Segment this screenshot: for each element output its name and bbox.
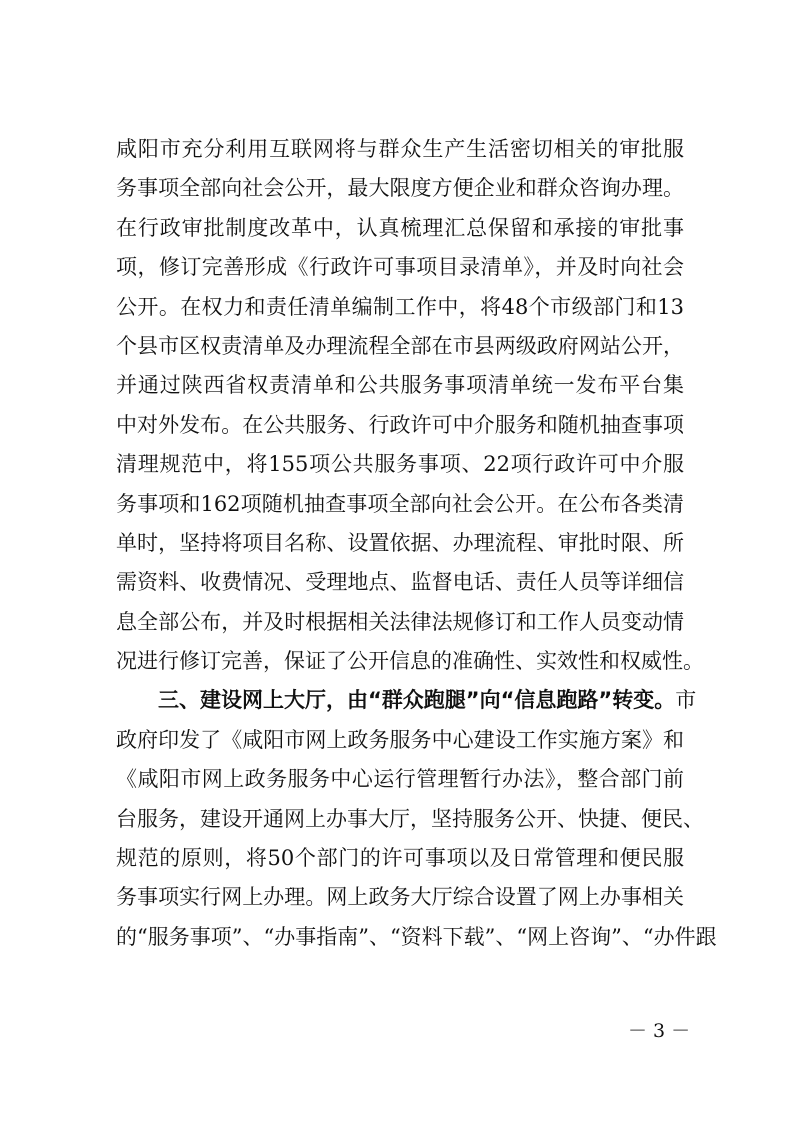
text-line: 息全部公布，并及时根据相关法律法规修订和工作人员变动情 [116, 609, 684, 634]
text-line: 单时，坚持将项目名称、设置依据、办理流程、审批时限、所 [116, 530, 684, 555]
text-line: 公开。在权力和责任清单编制工作中，将48个市级部门和13 [116, 294, 684, 319]
text-line: 需资料、收费情况、受理地点、监督电话、责任人员等详细信 [116, 570, 684, 595]
page-number: － 3 － [628, 1020, 691, 1042]
body-text [116, 130, 717, 957]
text-line: 并通过陕西省权责清单和公共服务事项清单统一发布平台集 [116, 373, 684, 398]
paragraph-1 [116, 130, 704, 681]
text-line: 务事项实行网上办理。网上政务大厅综合设置了网上办事相关 [116, 885, 684, 910]
text-line: 的“服务事项”、“办事指南”、“资料下载”、“网上咨询”、“办件跟 [116, 924, 717, 949]
text-line: 规范的原则，将50个部门的许可事项以及日常管理和便民服 [116, 846, 684, 871]
text-line: 中对外发布。在公共服务、行政许可中介服务和随机抽查事项 [116, 412, 684, 437]
text-line: 项，修订完善形成《行政许可事项目录清单》，并及时向社会 [116, 255, 684, 280]
text-line: 个县市区权责清单及办理流程全部在市县两级政府网站公开， [116, 333, 684, 358]
text-line: 在行政审批制度改革中，认真梳理汇总保留和承接的审批事 [116, 215, 684, 240]
text-line: 台服务，建设开通网上办事大厅，坚持服务公开、快捷、便民、 [116, 806, 704, 831]
text-line: 政府印发了《咸阳市网上政务服务中心建设工作实施方案》和 [116, 727, 684, 752]
text-line: 务事项全部向社会公开，最大限度方便企业和群众咨询办理。 [116, 176, 684, 201]
text-line: 务事项和162项随机抽查事项全部向社会公开。在公布各类清 [116, 491, 684, 516]
text-line: 《咸阳市网上政务服务中心运行管理暂行办法》，整合部门前 [116, 767, 684, 792]
text-line: 咸阳市充分利用互联网将与群众生产生活密切相关的审批服 [116, 137, 684, 161]
heading-line-tail: 市 [675, 688, 697, 713]
paragraph-2 [116, 681, 717, 957]
section-heading-line [116, 681, 697, 720]
section-heading: 三、建设网上大厅，由“群众跑腿”向“信息跑路”转变。 [158, 688, 676, 713]
text-line: 清理规范中，将155项公共服务事项、22项行政许可中介服 [116, 452, 684, 477]
text-line: 况进行修订完善，保证了公开信息的准确性、实效性和权威性。 [116, 649, 704, 674]
